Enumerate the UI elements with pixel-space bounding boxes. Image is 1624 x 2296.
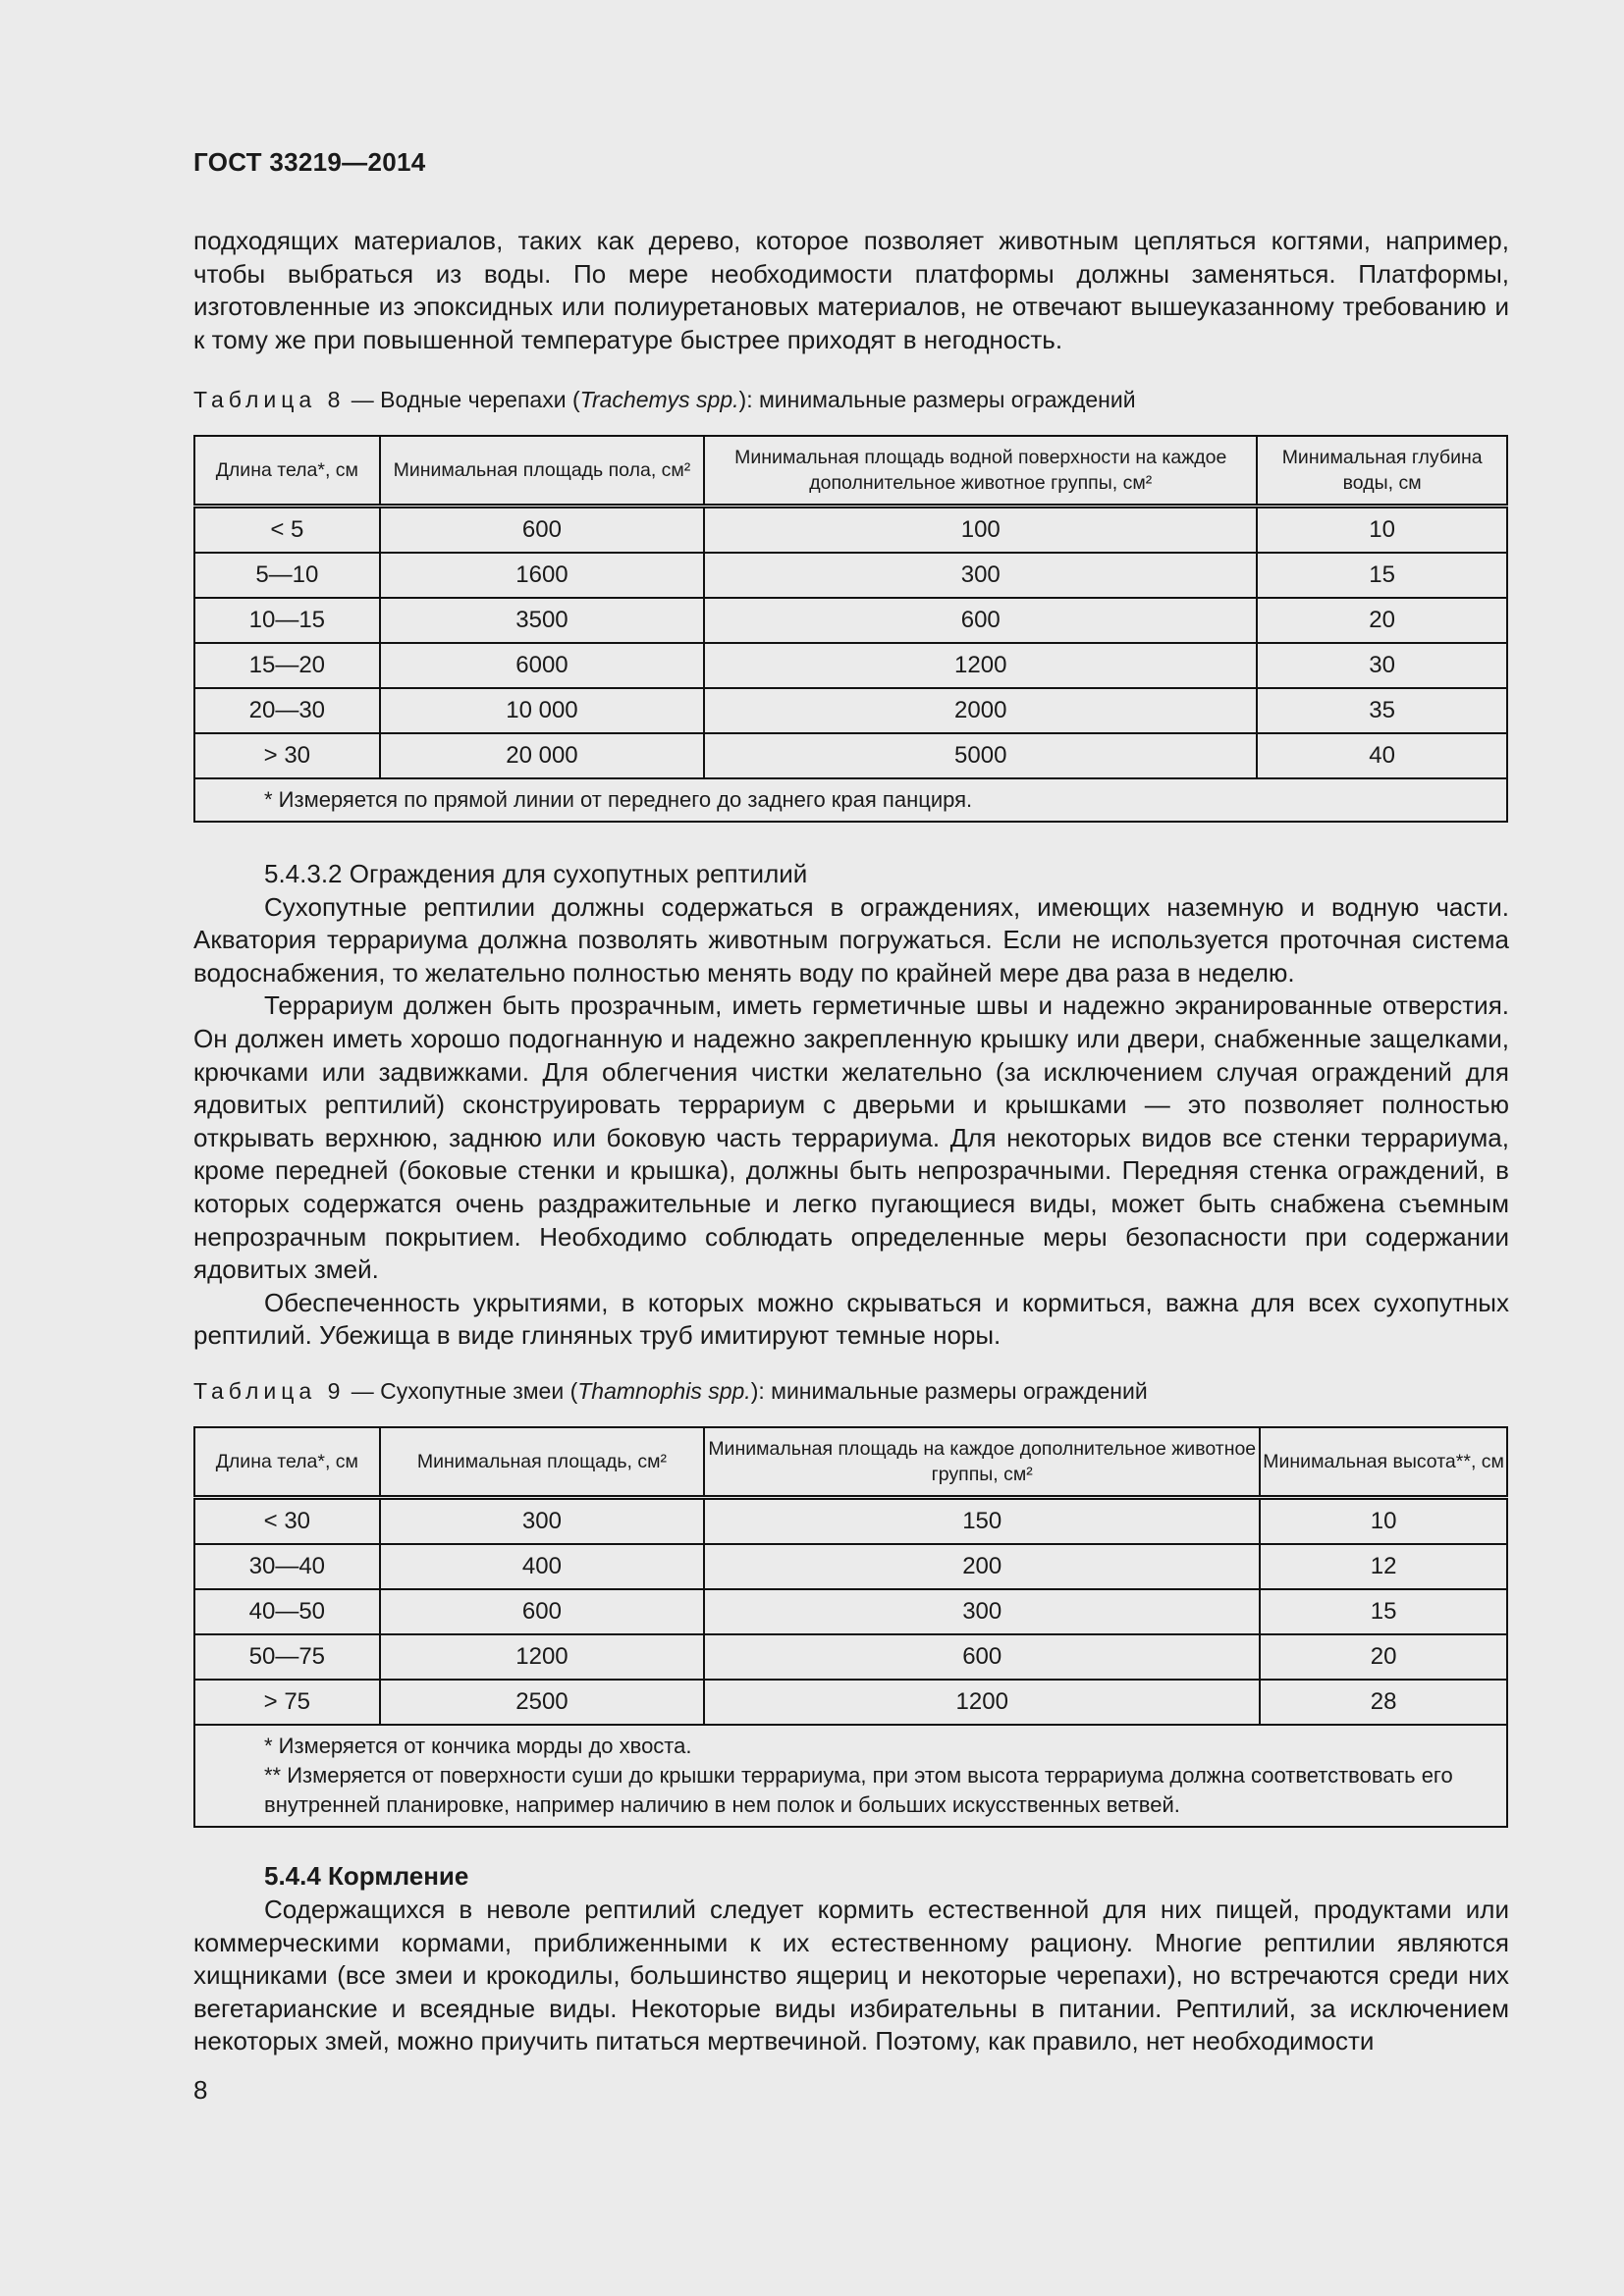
table-row bbox=[194, 1498, 1507, 1545]
page-number: 8 bbox=[193, 2075, 208, 2105]
column-header: Длина тела*, см bbox=[194, 1427, 380, 1498]
table-cell: 10 bbox=[1260, 1498, 1507, 1545]
section-5-4-4-title: 5.4.4 Кормление bbox=[264, 1861, 469, 1891]
table-8-caption: Таблица 8 — Водные черепахи (Trachemys spp.): минимальные размеры ограждений bbox=[193, 387, 1136, 412]
section-5-4-4-paragraph: Содержащихся в неволе рептилий следует кормить естественной для них пищей, продуктами или коммерческими кормами, приближенными к их естественному рациону. Многие рептилии являются хищниками (все змеи и крокодилы, большинство ящериц и некоторые черепахи), но встречаются среди них вегетарианские и всеядные виды. Некоторые виды избирательны в питании. Рептилий, за исключением некоторых змей, можно приучить питаться мертвечиной. Поэтому, как правило, нет необходимости bbox=[193, 1895, 1509, 2056]
table-row bbox=[194, 1589, 1507, 1634]
table-row bbox=[194, 1544, 1507, 1589]
table-cell: > 30 bbox=[194, 733, 380, 778]
table-row bbox=[194, 598, 1507, 643]
table-9 bbox=[193, 1426, 1508, 1828]
table-8-footnote: * Измеряется по прямой линии от переднего до заднего края панциря. bbox=[194, 778, 1507, 822]
table-cell: 10 bbox=[1257, 507, 1507, 554]
table-cell: 20 bbox=[1257, 598, 1507, 643]
table-cell: 200 bbox=[704, 1544, 1260, 1589]
table-cell: 30 bbox=[1257, 643, 1507, 688]
table-cell: 5—10 bbox=[194, 553, 380, 598]
table-cell: 28 bbox=[1260, 1680, 1507, 1725]
table-cell: 20 000 bbox=[380, 733, 705, 778]
table-cell: 40—50 bbox=[194, 1589, 380, 1634]
table-header-row bbox=[194, 436, 1507, 507]
table-9-species: Thamnophis spp. bbox=[577, 1378, 751, 1404]
table-9-caption: Таблица 9 — Сухопутные змеи (Thamnophis spp.): минимальные размеры ограждений bbox=[193, 1378, 1148, 1404]
table-cell: 6000 bbox=[380, 643, 705, 688]
table-cell: 10—15 bbox=[194, 598, 380, 643]
table-note-row bbox=[194, 1725, 1507, 1827]
table-row bbox=[194, 553, 1507, 598]
table-header-row bbox=[194, 1427, 1507, 1498]
table-cell: < 30 bbox=[194, 1498, 380, 1545]
table-cell: 300 bbox=[380, 1498, 705, 1545]
table-row bbox=[194, 643, 1507, 688]
table-8 bbox=[193, 435, 1508, 823]
table-row bbox=[194, 507, 1507, 554]
table-cell: 2000 bbox=[704, 688, 1257, 733]
table-cell: 1200 bbox=[380, 1634, 705, 1680]
table-row bbox=[194, 688, 1507, 733]
table-cell: 35 bbox=[1257, 688, 1507, 733]
table-cell: 15 bbox=[1257, 553, 1507, 598]
table-cell: 400 bbox=[380, 1544, 705, 1589]
column-header: Минимальная площадь на каждое дополнительное животное группы, см² bbox=[704, 1427, 1260, 1498]
column-header: Длина тела*, см bbox=[194, 436, 380, 507]
table-row bbox=[194, 733, 1507, 778]
table-cell: > 75 bbox=[194, 1680, 380, 1725]
table-cell: 15 bbox=[1260, 1589, 1507, 1634]
table-row bbox=[194, 1634, 1507, 1680]
intro-paragraph: подходящих материалов, таких как дерево, которое позволяет животным цепляться когтями, например, чтобы выбраться из воды. По мере необходимости платформы должны заменяться. Платформы, изготовленные из эпоксидных или полиуретановых материалов, не отвечают вышеуказанному требованию и к тому же при повышенной температуре быстрее приходят в негодность. bbox=[193, 226, 1509, 354]
table-cell: 2500 bbox=[380, 1680, 705, 1725]
column-header: Минимальная площадь пола, см² bbox=[380, 436, 705, 507]
paragraph: Сухопутные рептилии должны содержаться в ограждениях, имеющих наземную и водную части. Акватория террариума должна позволять животным погружаться. Если не используется проточная система водоснабжения, то желательно полностью менять воду по крайней мере два раза в неделю. bbox=[193, 891, 1509, 988]
column-header: Минимальная площадь водной поверхности на каждое дополнительное животное группы, см² bbox=[704, 436, 1257, 507]
document-header: ГОСТ 33219—2014 bbox=[193, 147, 426, 177]
table-cell: 10 000 bbox=[380, 688, 705, 733]
table-cell: 15—20 bbox=[194, 643, 380, 688]
table-cell: 300 bbox=[704, 553, 1257, 598]
table-cell: 150 bbox=[704, 1498, 1260, 1545]
table-cell: 600 bbox=[704, 1634, 1260, 1680]
table-cell: 20 bbox=[1260, 1634, 1507, 1680]
table-cell: 1600 bbox=[380, 553, 705, 598]
table-cell: 20—30 bbox=[194, 688, 380, 733]
table-8-caption-word: Таблица 8 bbox=[193, 387, 346, 412]
table-cell: 3500 bbox=[380, 598, 705, 643]
table-cell: 600 bbox=[380, 507, 705, 554]
table-cell: 600 bbox=[704, 598, 1257, 643]
table-row bbox=[194, 1680, 1507, 1725]
column-header: Минимальная площадь, см² bbox=[380, 1427, 705, 1498]
table-cell: < 5 bbox=[194, 507, 380, 554]
paragraph: Террариум должен быть прозрачным, иметь герметичные швы и надежно экранированные отверстия. Он должен иметь хорошо подогнанную и надежно закрепленную крышку или двери, снабженные защелками, крючками или задвижками. Для облегчения чистки желательно (за исключением случая ограждений для ядовитых рептилий) сконструировать террариум с дверьми и крышками — это позволяет полностью открывать верхнюю, заднюю или боковую часть террариума. Для некоторых видов все стенки террариума, кроме передней (боковые стенки и крышка), должны быть непрозрачными. Передняя стенка ограждений, в которых содержатся очень раздражительные и легко пугающиеся виды, может быть снабжена съемным непрозрачным покрытием. Необходимо соблюдать определенные меры безопасности при содержании ядовитых змей. bbox=[193, 990, 1509, 1285]
table-cell: 12 bbox=[1260, 1544, 1507, 1589]
paragraph: Обеспеченность укрытиями, в которых можно скрываться и кормиться, важна для всех сухопутных рептилий. Убежища в виде глиняных труб имитируют темные норы. bbox=[193, 1287, 1509, 1351]
table-cell: 1200 bbox=[704, 1680, 1260, 1725]
table-cell: 40 bbox=[1257, 733, 1507, 778]
section-title: 5.4.3.2 Ограждения для сухопутных рептилий bbox=[264, 859, 808, 888]
table-note-row bbox=[194, 778, 1507, 822]
column-header: Минимальная глубина воды, см bbox=[1257, 436, 1507, 507]
table-cell: 50—75 bbox=[194, 1634, 380, 1680]
table-9-caption-word: Таблица 9 bbox=[193, 1378, 346, 1404]
table-cell: 30—40 bbox=[194, 1544, 380, 1589]
table-8-species: Trachemys spp. bbox=[579, 387, 739, 412]
table-cell: 100 bbox=[704, 507, 1257, 554]
table-cell: 1200 bbox=[704, 643, 1257, 688]
table-cell: 300 bbox=[704, 1589, 1260, 1634]
table-cell: 600 bbox=[380, 1589, 705, 1634]
table-cell: 5000 bbox=[704, 733, 1257, 778]
table-9-footnotes: * Измеряется от кончика морды до хвоста. ** Измеряется от поверхности суши до крышки террариума, при этом высота террариума должна соответствовать его внутренней планировке, например наличию в нем полок и больших искусственных ветвей. bbox=[194, 1725, 1507, 1827]
column-header: Минимальная высота**, см bbox=[1260, 1427, 1507, 1498]
section-5-4-3-2 bbox=[193, 858, 1509, 1353]
